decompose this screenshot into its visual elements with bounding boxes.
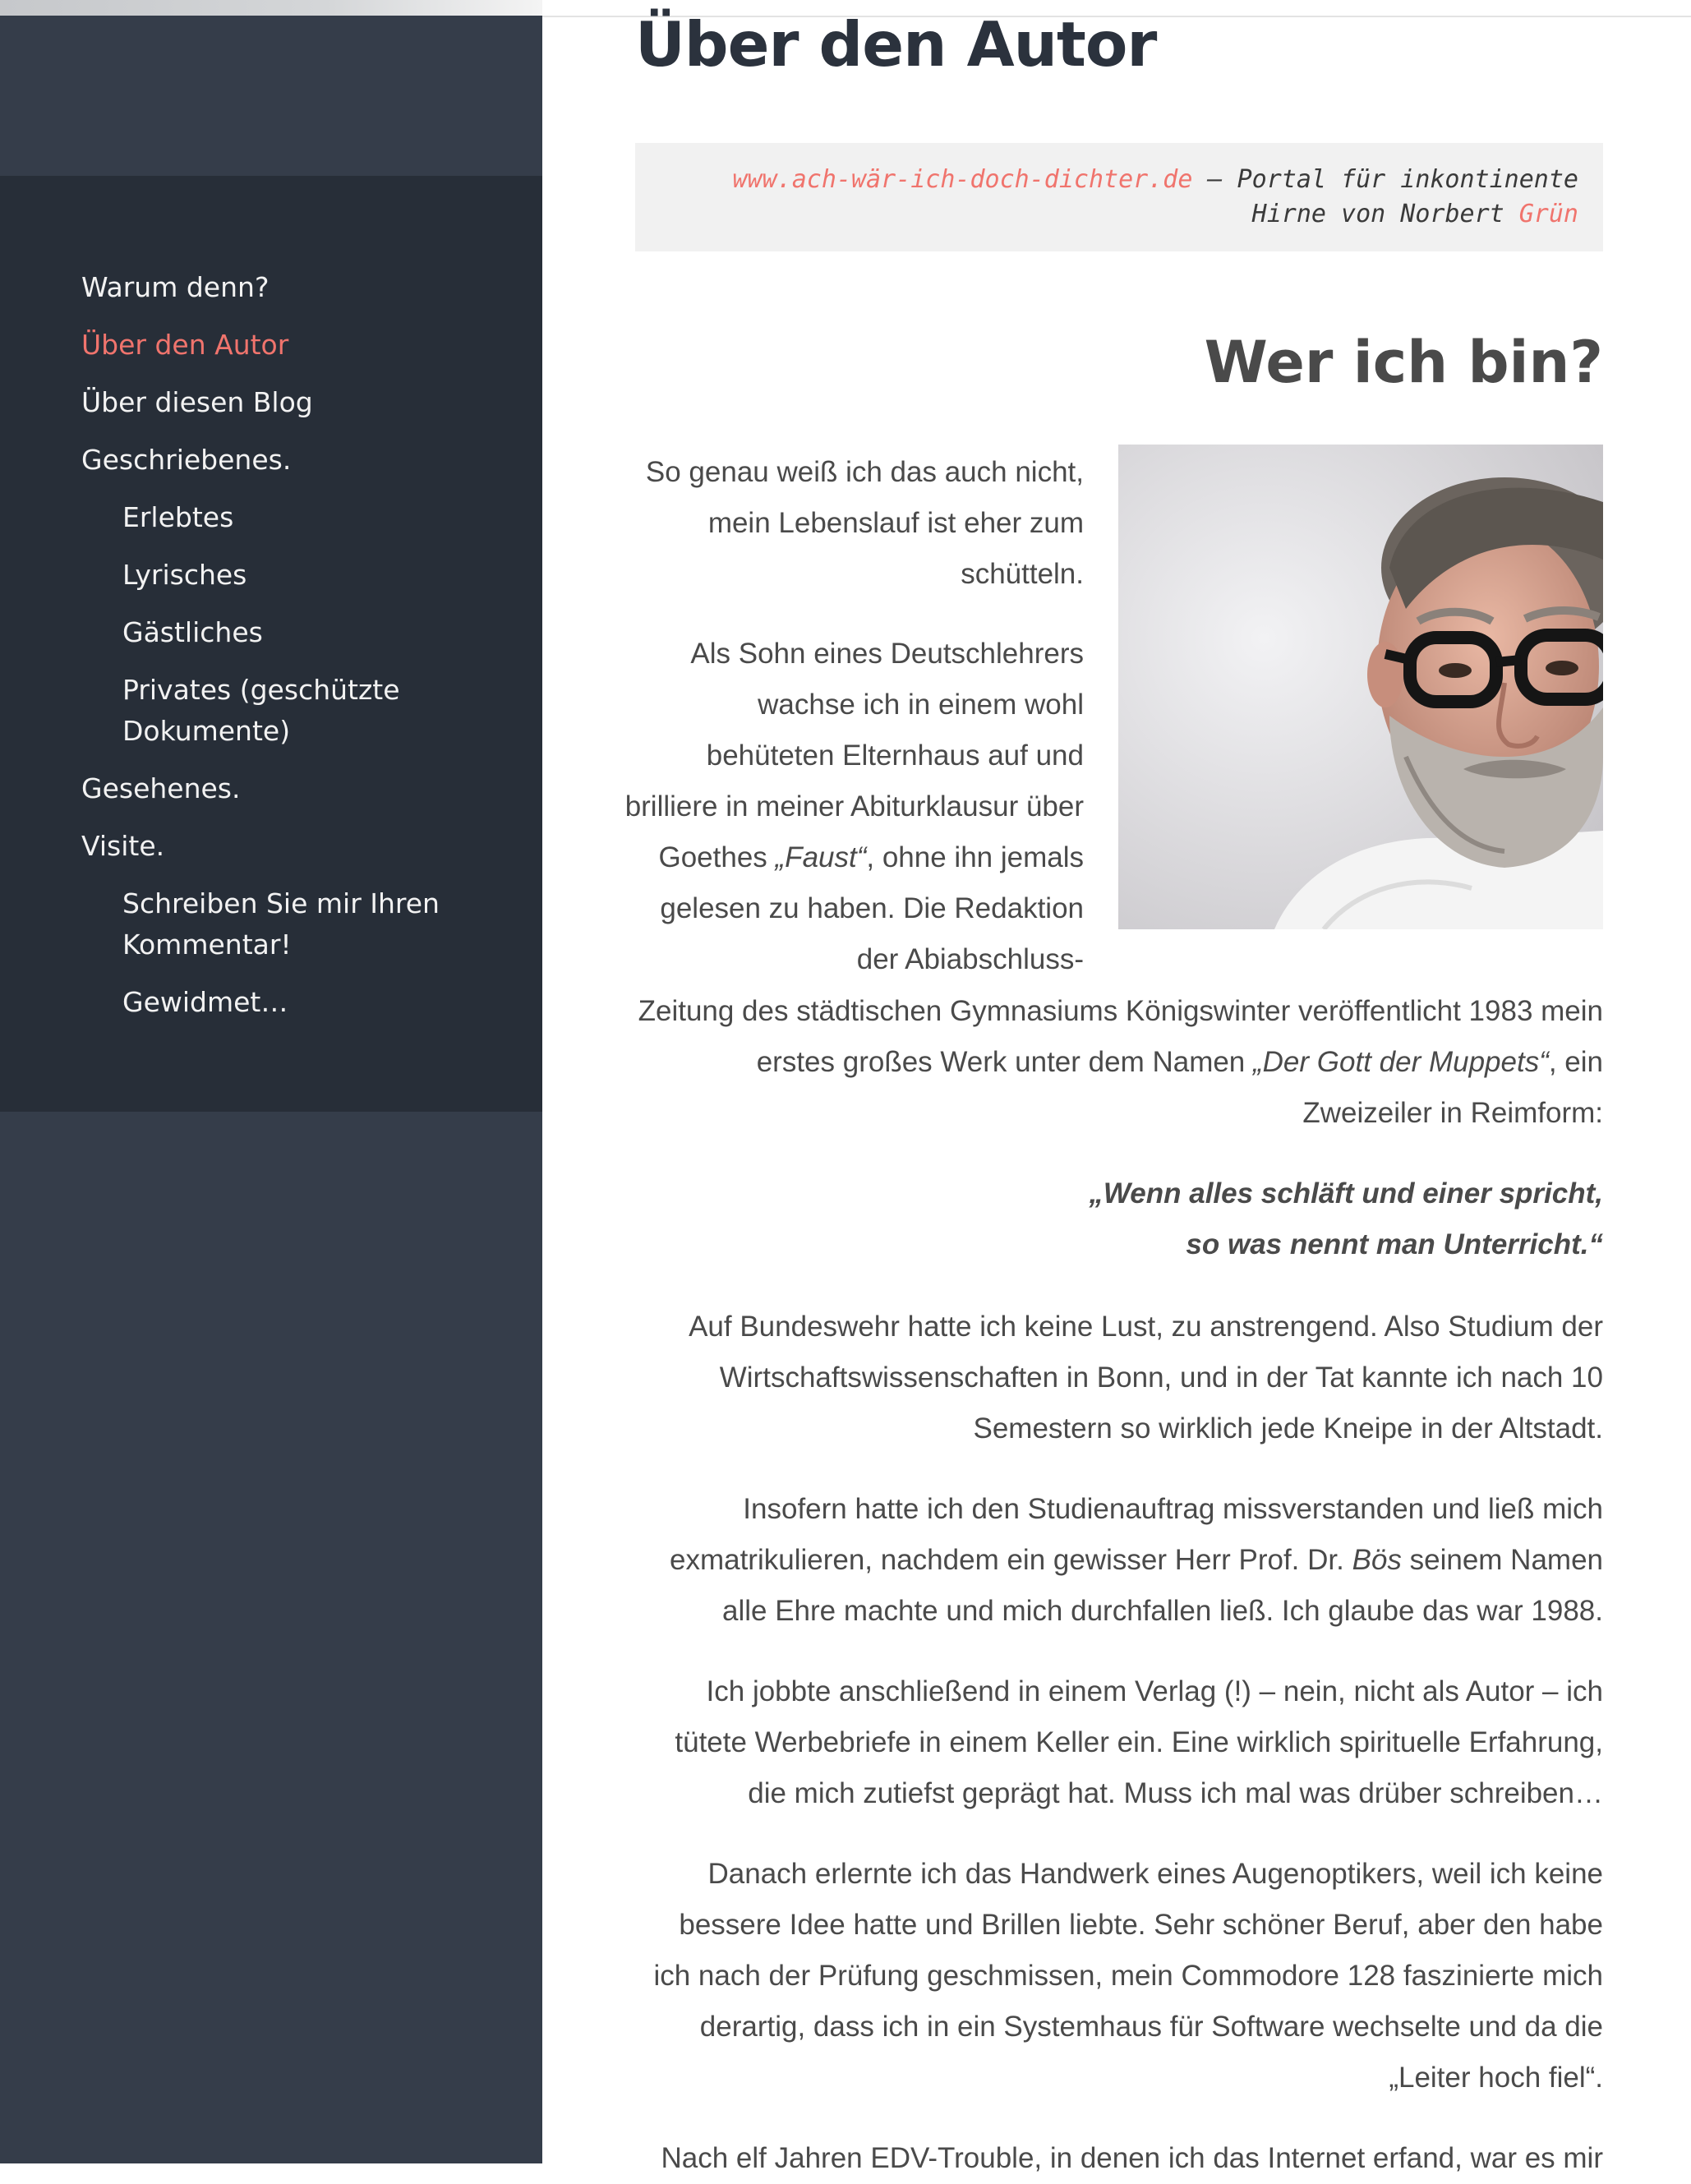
paragraph-text: Als Sohn eines Deutschlehrers wachse ich in einem wohl behüteten Elternhaus auf und brilliere in meiner Abiturklausur über Goethes: [624, 638, 1084, 873]
poem-quote: [1089, 1168, 1603, 1270]
top-bar-shade: [0, 0, 542, 16]
paragraph-it-career: Nach elf Jahren EDV-Trouble, in denen ich das Internet erfand, war es mir: [661, 2142, 1603, 2174]
section-title: Wer ich bin?: [1204, 329, 1603, 396]
paragraph-optician: Danach erlernte ich das Handwerk eines Augenoptikers, weil ich keine bessere Idee hatte und Brillen liebte. Sehr schöner Beruf, aber den habe ich nach der Prüfung geschmissen, mein Commodore 128 faszinierte mich derartig, dass ich in ein Systemhaus für Software wechselte und da die „Leiter hoch fiel“.: [653, 1858, 1603, 2094]
faust-title: „Faust“: [775, 841, 867, 873]
sidebar: [0, 16, 542, 2163]
site-url-link[interactable]: www.ach-wär-ich-doch-dichter.de: [732, 165, 1193, 194]
sidebar-navigation: [0, 176, 542, 1112]
muppets-title: „Der Gott der Muppets“: [1253, 1046, 1549, 1078]
paragraph-studies: Auf Bundeswehr hatte ich keine Lust, zu anstrengend. Also Studium der Wirtschaftswissenschaften in Bonn, und in der Tat kannte ich nach 10 Semestern so wirklich jede Kneipe in der Altstadt.: [689, 1311, 1603, 1444]
nav-item-lyrisches[interactable]: Lyrisches: [122, 559, 247, 591]
paragraph-intro: So genau weiß ich das auch nicht, mein Lebenslauf ist eher zum schütteln.: [645, 456, 1084, 590]
nav-item-erlebtes[interactable]: Erlebtes: [122, 501, 234, 533]
nav-item-geschriebenes[interactable]: Geschriebenes.: [81, 444, 292, 476]
paragraph-text: Zeitung des städtischen Gymnasiums Königswinter veröffentlicht 1983 mein erstes großes Werk unter dem Namen: [638, 995, 1603, 1078]
author-portrait-photo: [1118, 445, 1603, 929]
paragraph-childhood-part2: [635, 986, 1603, 1139]
poem-line-2: so was nennt man Unterricht.“: [1186, 1228, 1603, 1260]
nav-item-gesehenes[interactable]: Gesehenes.: [81, 772, 241, 804]
page-title: Über den Autor: [635, 8, 1157, 81]
portrait-photo-icon: [1118, 445, 1603, 929]
paragraph-childhood-part1: [624, 629, 1084, 985]
paragraph-text: seinem Namen alle Ehre machte und mich durchfallen ließ. Ich glaube das war 1988.: [722, 1544, 1603, 1627]
professor-name: Bös: [1352, 1544, 1402, 1576]
nav-item-gewidmet[interactable]: Gewidmet…: [122, 986, 288, 1018]
nav-item-ueber-den-autor[interactable]: Über den Autor: [81, 329, 289, 361]
tagline-code-box: [635, 143, 1603, 251]
tagline-text: – Portal für inkontinente Hirne von Norbert: [1192, 165, 1578, 228]
nav-item-warum-denn[interactable]: Warum denn?: [81, 271, 270, 303]
nav-item-visite[interactable]: Visite.: [81, 830, 165, 862]
nav-item-ueber-diesen-blog[interactable]: Über diesen Blog: [81, 386, 313, 418]
paragraph-text: , ein Zweizeiler in Reimform:: [1302, 1046, 1603, 1129]
poem-line-1: „Wenn alles schläft und einer spricht,: [1089, 1177, 1603, 1209]
paragraph-exmatriculation: [635, 1484, 1603, 1637]
paragraph-publisher-job: Ich jobbte anschließend in einem Verlag (!) – nein, nicht als Autor – ich tütete Werbebriefe in einem Keller ein. Eine wirklich spirituelle Erfahrung, die mich zutiefst geprägt hat. Muss ich mal was drüber schreiben…: [675, 1675, 1603, 1809]
nav-item-kommentar[interactable]: Schreiben Sie mir Ihren Kommentar!: [122, 887, 440, 961]
author-name-highlight: Grün: [1518, 200, 1578, 228]
nav-item-privates[interactable]: Privates (geschützte Dokumente): [122, 674, 400, 747]
paragraph-text: Insofern hatte ich den Studienauftrag missverstanden und ließ mich exmatrikulieren, nachdem ein gewisser Herr Prof. Dr.: [669, 1493, 1603, 1576]
nav-item-gaestliches[interactable]: Gästliches: [122, 616, 263, 648]
paragraph-text: , ohne ihn jemals gelesen zu haben. Die Redaktion der Abiabschluss-: [660, 841, 1084, 975]
